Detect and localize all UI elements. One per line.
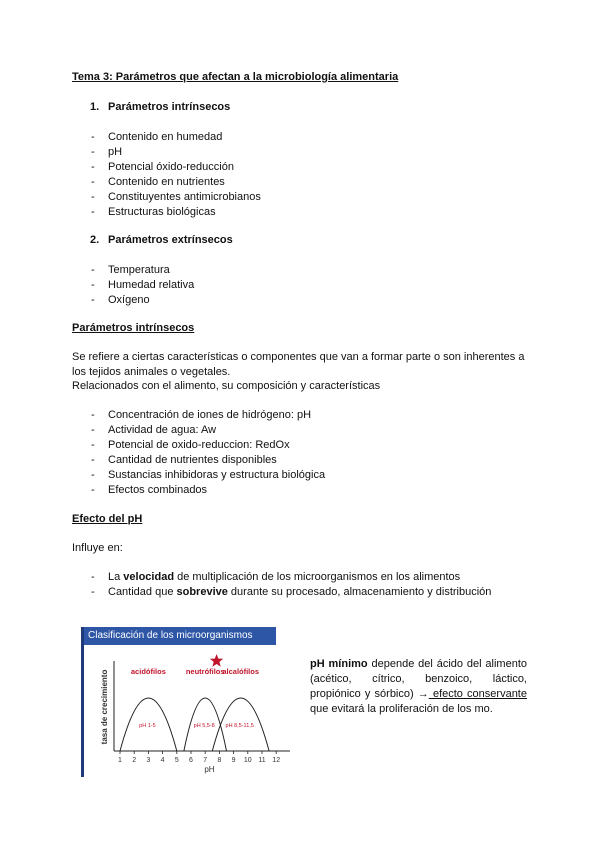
x-tick-label: 1 — [118, 757, 122, 764]
ph-classification-figure — [81, 627, 298, 777]
page-title: Tema 3: Parámetros que afectan a la microbiología alimentaria — [72, 71, 399, 83]
x-tick-label: 6 — [189, 757, 193, 764]
x-tick-label: 4 — [160, 757, 165, 764]
group-range-label: pH 8,5-11,5 — [225, 723, 254, 729]
intrinsic-factors-list — [0, 408, 325, 498]
group-label: neutrófilos — [185, 667, 225, 676]
x-tick-label: 12 — [272, 757, 281, 764]
list-item: - Contenido en humedad — [0, 130, 261, 145]
list-item: - Cantidad de nutrientes disponibles — [0, 453, 325, 468]
list-item: - Contenido en nutrientes — [0, 175, 261, 190]
ph-effect-list — [0, 570, 491, 600]
text-bold: pH mínimo — [310, 658, 368, 670]
x-tick-label: 11 — [258, 757, 266, 764]
text-underlined: efecto conservante — [428, 688, 527, 700]
text-pre: Cantidad que — [108, 586, 177, 598]
text-part: que evitará la proliferación de los mo. — [310, 703, 493, 715]
x-tick-label: 8 — [217, 757, 222, 764]
x-tick-label: 9 — [231, 757, 236, 764]
list-item: - Humedad relativa — [0, 278, 194, 293]
x-tick-label: 2 — [132, 757, 137, 764]
text-part: depende del ácido del alimento (acético, cítrico, benzoico, láctico, propiónico y sórbico) → — [310, 658, 527, 700]
list-item: - Oxígeno — [0, 293, 194, 308]
group-label: acidófilos — [130, 667, 166, 676]
list-item: - Temperatura — [0, 263, 194, 278]
list-item: - Potencial óxido-reducción — [0, 160, 261, 175]
star-icon — [210, 654, 223, 667]
text-pre: La — [108, 571, 124, 583]
list-item: - Constituyentes antimicrobianos — [0, 190, 261, 205]
list-item: - Sustancias inhibidoras y estructura biológica — [0, 468, 325, 483]
section-heading-text: Parámetros intrínsecos — [108, 101, 231, 113]
y-axis-label: tasa de crecimiento — [100, 669, 109, 745]
figure-header: Clasificación de los microorganismos — [84, 627, 276, 645]
extrinsic-params-list — [0, 263, 194, 308]
group-range-label: pH 5,5-8 — [193, 723, 215, 729]
text-post: durante su procesado, almacenamiento y distribución — [227, 586, 492, 598]
section-heading-text: Parámetros extrínsecos — [108, 234, 233, 246]
list-item: - pH — [0, 145, 261, 160]
intrinsic-params-list — [0, 130, 261, 220]
intrinsic-heading: Parámetros intrínsecos — [72, 322, 195, 334]
section-number: 1. — [90, 101, 100, 113]
list-item: - Efectos combinados — [0, 483, 325, 498]
list-item: - Actividad de agua: Aw — [0, 423, 325, 438]
intrinsic-description: Se refiere a ciertas características o componentes que van a formar parte o son inherentes a los tejidos animales o vegetales. — [72, 351, 525, 378]
x-tick-label: 10 — [243, 757, 252, 764]
text-bold: sobrevive — [176, 586, 228, 598]
intrinsic-relation: Relacionados con el alimento, su composición y características — [72, 380, 381, 392]
list-item — [0, 570, 491, 585]
ph-effect-heading: Efecto del pH — [72, 513, 143, 525]
list-item — [0, 585, 491, 600]
group-range-label: pH 1-5 — [139, 723, 156, 729]
x-tick-label: 5 — [174, 757, 179, 764]
text-bold: velocidad — [123, 571, 175, 583]
list-item: - Concentración de iones de hidrógeno: pH — [0, 408, 325, 423]
text-post: de multiplicación de los microorganismos en los alimentos — [174, 571, 461, 583]
section-heading-intrinsic — [90, 101, 230, 113]
ph-minimum-note — [310, 657, 527, 717]
list-item: - Potencial de oxido-reduccion: RedOx — [0, 438, 325, 453]
section-number: 2. — [90, 234, 100, 246]
ph-growth-chart — [84, 647, 295, 775]
x-axis-label: pH — [204, 765, 215, 774]
x-tick-label: 7 — [203, 757, 208, 764]
x-tick-label: 3 — [146, 757, 151, 764]
section-heading-extrinsic — [90, 234, 233, 246]
list-item: - Estructuras biológicas — [0, 205, 261, 220]
ph-effect-intro: Influye en: — [72, 542, 123, 554]
group-label: alcalófilos — [222, 667, 260, 676]
